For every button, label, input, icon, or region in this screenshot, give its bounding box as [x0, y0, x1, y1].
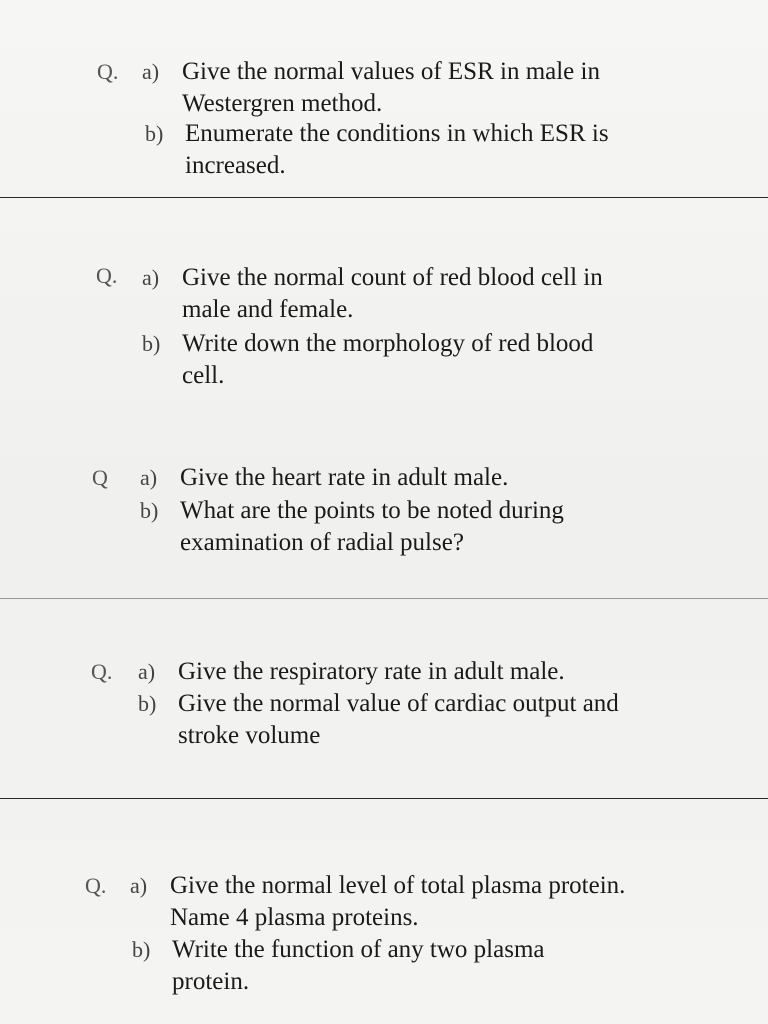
question-marker: Q.: [91, 659, 113, 684]
question-text: increased.: [185, 152, 286, 179]
part-a: [140, 462, 508, 494]
question-marker: Q.: [85, 873, 107, 898]
part-b: [142, 328, 593, 392]
question-text: Give the normal values of ESR in male in: [182, 58, 600, 85]
part-b: [145, 118, 609, 182]
part-label: a): [130, 873, 148, 898]
part-label: b): [138, 691, 157, 716]
part-label: b): [132, 937, 151, 962]
divider: [0, 598, 768, 599]
part-label: a): [140, 465, 158, 490]
question-marker: Q: [92, 465, 108, 490]
part-b: [140, 495, 564, 559]
question-text: Give the normal level of total plasma protein.: [170, 872, 626, 899]
question-text: What are the points to be noted during: [180, 497, 564, 524]
part-label: a): [142, 59, 160, 84]
question-text: Write down the morphology of red blood: [182, 330, 594, 357]
part-b: [132, 934, 545, 998]
part-a: [142, 262, 603, 326]
question-text: protein.: [172, 968, 250, 995]
question-text: examination of radial pulse?: [180, 529, 464, 556]
part-label: a): [138, 659, 156, 684]
question-text: Give the respiratory rate in adult male.: [178, 658, 565, 685]
question-text: Name 4 plasma proteins.: [170, 904, 419, 931]
part-label: b): [140, 498, 159, 523]
part-label: b): [145, 121, 164, 146]
part-label: b): [142, 331, 161, 356]
question-text: cell.: [182, 362, 225, 389]
part-b: [138, 688, 619, 752]
question-text: male and female.: [182, 296, 354, 323]
question-text: Give the normal value of cardiac output and: [178, 690, 619, 717]
divider: [0, 798, 768, 799]
part-a: [142, 56, 600, 120]
question-marker: Q.: [96, 263, 118, 288]
divider: [0, 197, 768, 198]
question-text: Give the normal count of red blood cell in: [182, 264, 603, 291]
question-text: Westergren method.: [182, 90, 383, 117]
part-a: [130, 870, 625, 934]
part-a: [138, 656, 565, 688]
question-text: Write the function of any two plasma: [172, 936, 545, 963]
question-marker: Q.: [97, 59, 119, 84]
part-label: a): [142, 265, 160, 290]
question-text: Give the heart rate in adult male.: [180, 464, 509, 491]
question-text: Enumerate the conditions in which ESR is: [185, 120, 609, 147]
question-text: stroke volume: [178, 722, 321, 749]
